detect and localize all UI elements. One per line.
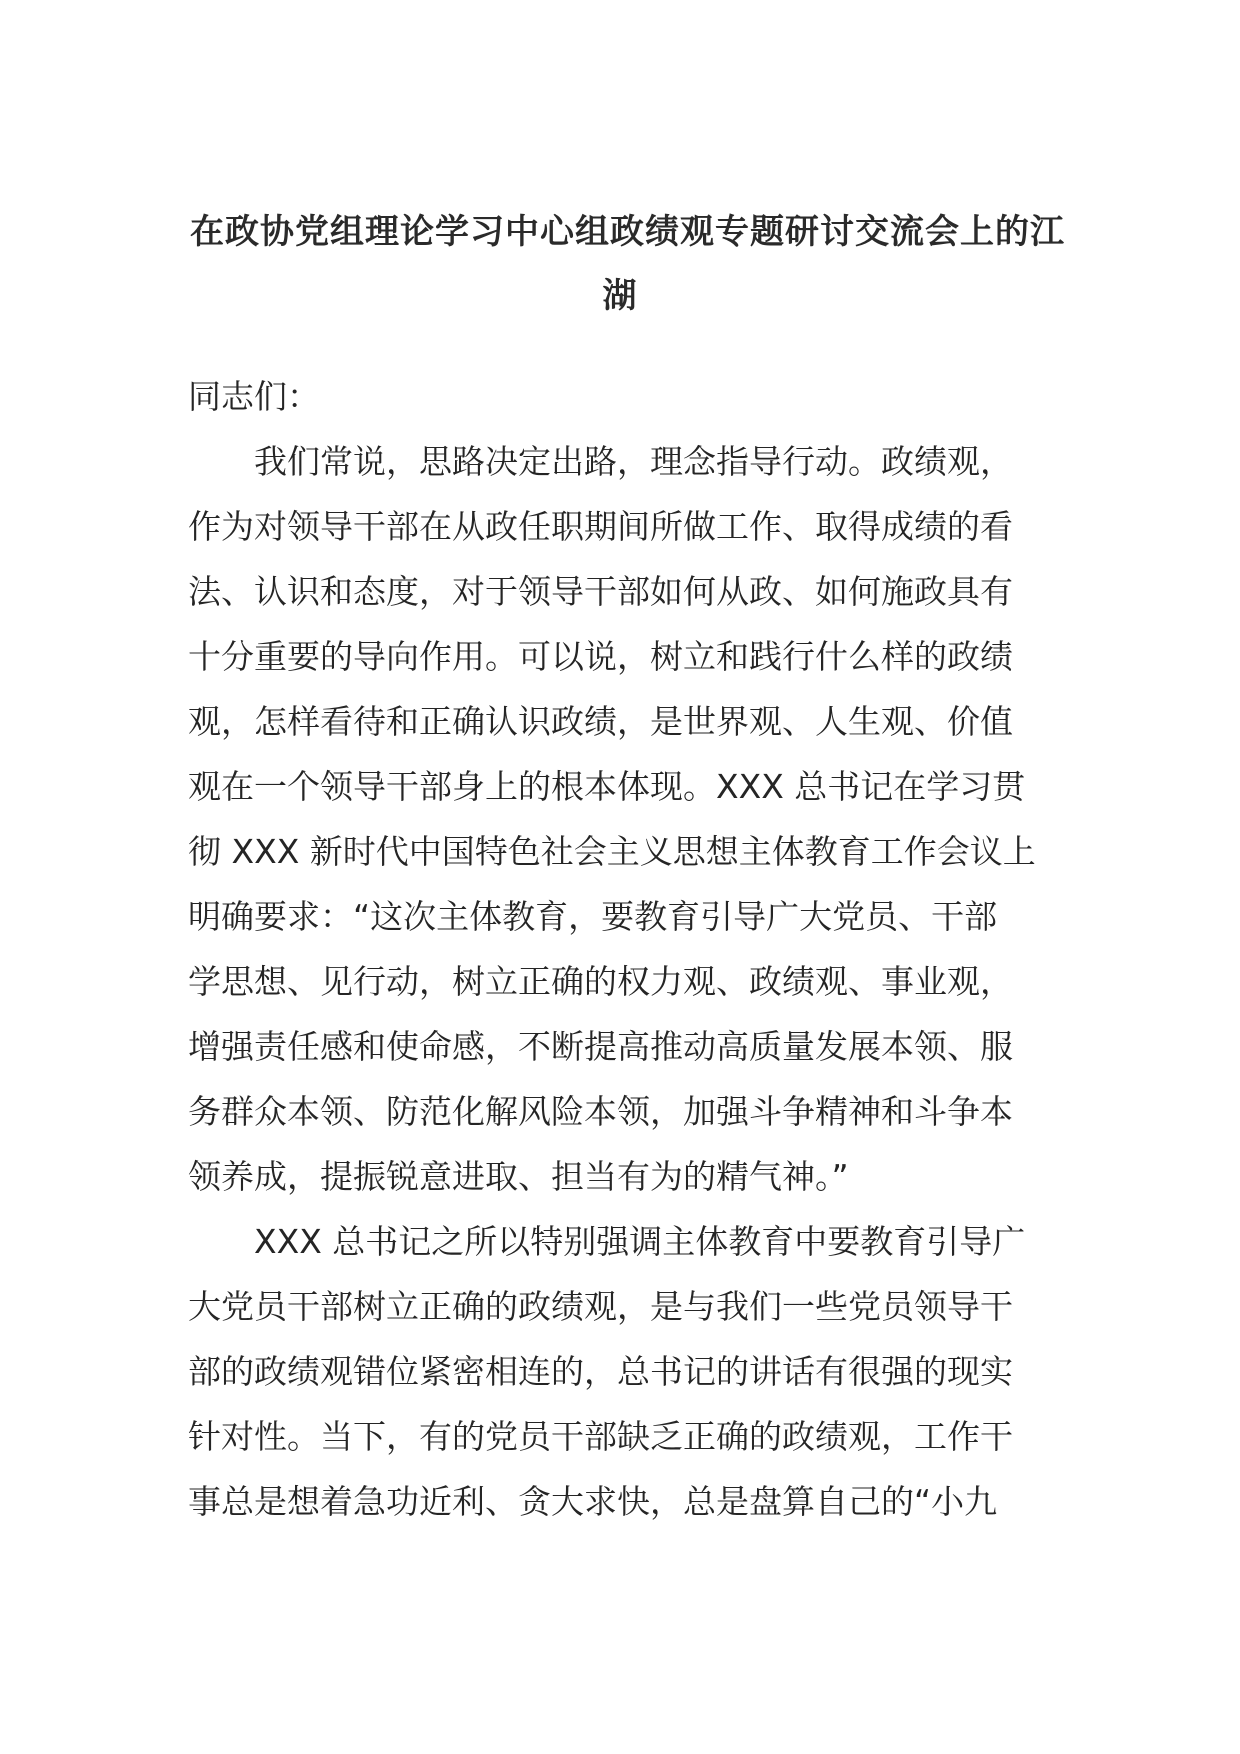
paragraph-line: 针对性。当下，有的党员干部缺乏正确的政绩观，工作干 [188,1417,1013,1456]
greeting: 同志们： [188,377,320,416]
title-line: 在政协党组理论学习中心组政绩观专题研讨交流会上的江 [190,212,1065,252]
paragraph-line: 彻 XXX 新时代中国特色社会主义思想主体教育工作会议上 [188,832,1036,871]
paragraph-line: 大党员干部树立正确的政绩观，是与我们一些党员领导干 [188,1287,1013,1326]
paragraph-line: 我们常说，思路决定出路，理念指导行动。政绩观， [254,442,1013,481]
paragraph-line: 作为对领导干部在从政任职期间所做工作、取得成绩的看 [188,507,1013,546]
paragraph-line: 观在一个领导干部身上的根本体现。XXX 总书记在学习贯 [188,767,1026,806]
title-line: 湖 [602,276,638,316]
paragraph-line: 务群众本领、防范化解风险本领，加强斗争精神和斗争本 [188,1092,1013,1131]
paragraph-line: 观，怎样看待和正确认识政绩，是世界观、人生观、价值 [188,702,1013,741]
paragraph-2 [188,1209,1068,1534]
paragraph-line: XXX 总书记之所以特别强调主体教育中要教育引导广 [254,1222,1026,1261]
paragraph-line: 部的政绩观错位紧密相连的，总书记的讲话有很强的现实 [188,1352,1013,1391]
paragraph-line: 增强责任感和使命感，不断提高推动高质量发展本领、服 [188,1027,1013,1066]
document-body [188,364,1068,1534]
paragraph-1 [188,429,1068,1209]
paragraph-line: 十分重要的导向作用。可以说，树立和践行什么样的政绩 [188,637,1013,676]
paragraph-line: 法、认识和态度，对于领导干部如何从政、如何施政具有 [188,572,1013,611]
paragraph-line: 学思想、见行动，树立正确的权力观、政绩观、事业观， [188,962,1013,1001]
paragraph-line: 事总是想着急功近利、贪大求快，总是盘算自己的“小九 [188,1482,998,1521]
paragraph-line: 明确要求：“这次主体教育，要教育引导广大党员、干部 [188,897,998,936]
document-title [190,200,1065,328]
paragraph-line: 领养成，提振锐意进取、担当有为的精气神。” [188,1157,849,1196]
